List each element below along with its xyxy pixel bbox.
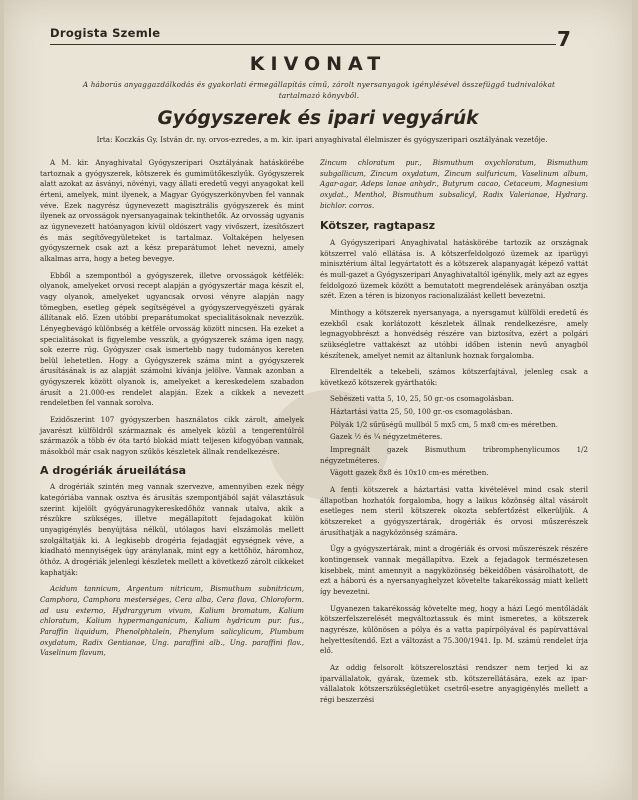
spec-line: Háztartási vatta 25, 50, 100 gr.-os csomagolásban. bbox=[330, 407, 513, 417]
spec-line: Vágott gazek 8x8 és 10x10 cm-es méretben. bbox=[330, 468, 489, 478]
byline: Irta: Koczkás Gy. István dr. ny. orvos-ezredes, a m. kir. ipari anyaghivatal élelmiszer és gyógyszeripari osztályának vezetője. bbox=[96, 135, 548, 144]
paragraph: A fenti kötszerek a háztartási vatta kivételével mind csak steril állapotban hozhatók forgalomba, hogy a laikus közönség által vásárolt esetleges nem steril kötszerek okozta sebfertőzést elkerüljük. A kötszereket a gyógyszertárak, drogériák és orvosi műszerészek árusíthatják a nagyközönség számára. bbox=[320, 485, 588, 537]
section-heading: Kötszer, ragtapasz bbox=[320, 219, 436, 233]
paragraph: Ugyanezen takarékosság követelte meg, hogy a házi Legó mentőládák kötszerfelszerelését megváltoztassuk és mint ismeretes, a kötszerek nagyrésze, különösen a pólya és a vatta papírpólyával és papírvattával helyettesítendő. Ezt a változást a 75.300/1941. Ip. M. számú rendelet írja elő. bbox=[320, 603, 588, 656]
page-number: 7 bbox=[557, 27, 571, 51]
spec-line: Gazek ½ és ¼ négyzetméteres. bbox=[330, 432, 443, 442]
paragraph: Ezidőszerint 107 gyógyszerben használatos cikk zárolt, amelyek javarészt külföldről származnak és amelyek közül a tengerentúlról származók a több év óta tartó blokád miatt teljesen kifogyóban vannak, másokból már csak nagyon szűkös készletek állnak rendelkezésre. bbox=[40, 415, 304, 457]
paragraph: A Gyógyszeripari Anyaghivatal hatáskörébe tartozik az országnak kötszerrel való ellátása is. A kötszerfeldolgozó üzemek az iparügyi minisztérium által legyártatott és a kötszerek alapanyagát képező vattát és mull-gazet a Gyógyszeripari Anyaghivataltól igénylik, mely azt az egyes feldolgozó üzemek között a bemutatott megrendelések arányában osztja szét. Ezen a téren is bizonyos racionalizálást kellett bevezetni. bbox=[320, 237, 588, 301]
paragraph: Minthogy a kötszerek nyersanyaga, a nyersgamut külföldi eredetű és ezekből csak korlátozott készletek állnak rendelkezésre, amely legnagyobbrészt a honvédség részére van biztosítva, ezért a polgári szükségletre vattakészt az utóbbi időben istenin nevű anyagból készítenek, amelyet nemit az áltanlunk hoznak forgalomba. bbox=[320, 307, 588, 360]
header-rule bbox=[50, 44, 556, 45]
left-column bbox=[40, 158, 304, 665]
paragraph: Az oddig felsorolt kötszerelosztási rendszer nem terjed ki az iparvállalatok, gyárak, üzemek stb. kötszerellátására, ezek az iparvállalatok kötszerszükségletüket csetről-esetre anyagigénylés mellett a régi beszerzési bbox=[320, 662, 588, 704]
paragraph: A drogériák szintén meg vannak szervezve, amennyiben ezek négy kategóriába vannak osztva és árusítás szempontjából saját választásuk szerint kijelölt gyógyárunagykereskedőhöz vannak utalva, akik a részükre szükséges, illetve megállapított fejadagokat külön unyagigénylés benyújtása nélkül, utólagos havi elszámolás mellett szolgáltatják ki. A legkisebb drogéria fejadagját egységnek véve, a kiadható mennyiségek úgy aránylanak, mint egy a kettőhöz, háromhoz, öthöz. A drogériák jelenlegi készletek mellett a következő zárolt cikkeket kaphatják: bbox=[40, 482, 304, 577]
intro-text: A háborús anyaggazdálkodás és gyakorlati érmegállapítás című, zárolt nyersanyagok igénylésével összefüggő tudnivalókat tartalmazó könyvből. bbox=[82, 80, 556, 100]
spec-line: Impregnált gazek Bismuthum tribromphenylicumos 1/2 négyzetméteres. bbox=[320, 445, 588, 465]
paragraph: Elrendelték a tekebeli, számos kötszerfajtával, jelenleg csak a következő kötszerek gyárthatók: bbox=[320, 367, 588, 387]
right-column bbox=[320, 158, 588, 712]
page bbox=[4, 0, 632, 800]
section-heading: A drogériák árueilátása bbox=[40, 463, 187, 477]
journal-name: Drogista Szemle bbox=[50, 26, 161, 40]
item-list: Zincum chloratum pur., Bismuthum oxychloratum, Bismuthum subgallicum, Zincum oxydatum, Zincum sulfuricum, Vaselinum album, Agar-agar, Adeps lanae anhydr., Butyrum cacao, Cetaceum, Magnesium oxydat., Menthol, Bismuthum subsalicyl, Radix Valerianae, Hydrarg. bichlor. corros. bbox=[320, 158, 588, 210]
paragraph: Ebből a szempontból a gyógyszerek, illetve orvosságok kétfélék: olyanok, amelyeket orvosi recept alapján a gyógyszertár maga készít el, vagy olyanok, amelyeket ugyancsak orvosi vényre alapján nagy tömegben, esetleg gépek segítségével a gyógyszervegyészeti gyárak állítanak elő. Ezen utóbbi preparátumokat specialitásoknak nevezzük. Lényegbevágó különbség a kétféle orvosság között nincsen. Ha ezeket a specialitásokat is figyelembe vesszük, a gyógyszerek száma igen nagy, sok ezerre rúg. Gyógyszer csak ismertebb nagy tudományos kereten belül lehetetlen. Hogy a Gyógyszerek száma mint a gyógyszerek árusításának is az alapját számolni kívánja jelölve. Vannak azonban a gyógyszerek között olyanok is, amelyeket a kereskedelem szabadon árusít a 21.000-es rendelet alapján. Ezek a cikkek a nevezett rendeletben fel vannak sorolva. bbox=[40, 270, 304, 408]
spec-line: Pólyák 1/2 sűrűségű mullból 5 mx5 cm, 5 mx8 cm-es méretben. bbox=[330, 419, 558, 429]
article-title: Gyógyszerek és ipari vegyárúk bbox=[157, 108, 479, 129]
spec-line: Sebészeti vatta 5, 10, 25, 50 gr.-os csomagolásban. bbox=[330, 394, 514, 404]
item-list: Acidum tannicum, Argentum nitricum, Bismuthum subnitricum, Camphora, Camphora mesterséges, Cera alba, Cera flava, Chloroform. ad usu externo, Hydrargyrum vivum, Kalium bromatum, Kalium chloratum, Kalium hypermanganicum, Kalium hydricum pur. fus., Paraffin liquidum, Phenolphtalein, Phenylum salicylicum, Plumbum oxydatum, Radix Gentianae, Ung. paraffini alb., Ung. paraffini flav., Vaselinum flavum, bbox=[40, 584, 304, 658]
section-label: KIVONAT bbox=[249, 53, 387, 75]
paragraph: A M. kir. Anyaghivatal Gyógyszeripari Osztályának hatáskörébe tartoznak a gyógyszerek, kötszerek és gumimütőkeszlyűk. Gyógyszerek alatt azokat az ásványi, növényi, vagy állati eredetű vegyi anyagokat kell érteni, amelyek, mint ilyenek, a Magyar Gyógyszerkönyvben fel vannak véve. Ezek nagyrész úgynevezett magisztrális gyógyszerek és mint ilyenek az orvosságok nyersanyagainak tekinthetők. Az orvosság ugyanis az úgynevezett hatóanyagon kívül oldószert vagy vivőszert, ízesítőszert és más segítővegyületeket is tartalmaz. Voltaképen helyesen gyógyszernek csak azt a kész preparátumot lehet nevezni, amely alkalmas arra, hogy a beteg bevegye. bbox=[40, 158, 304, 263]
paragraph: Úgy a gyógyszertárak, mint a drogériák és orvosi műszerészek részére kontingensek vannak megállapítva. Ezek a fejadagok természetesen kisebbek, mint amennyit a nagyközönség békeidőben vásárolhatott, de ezt a háború és a nyersanyaghelyzet követelte takarékosság miatt kellett így bevezetni. bbox=[320, 544, 588, 596]
